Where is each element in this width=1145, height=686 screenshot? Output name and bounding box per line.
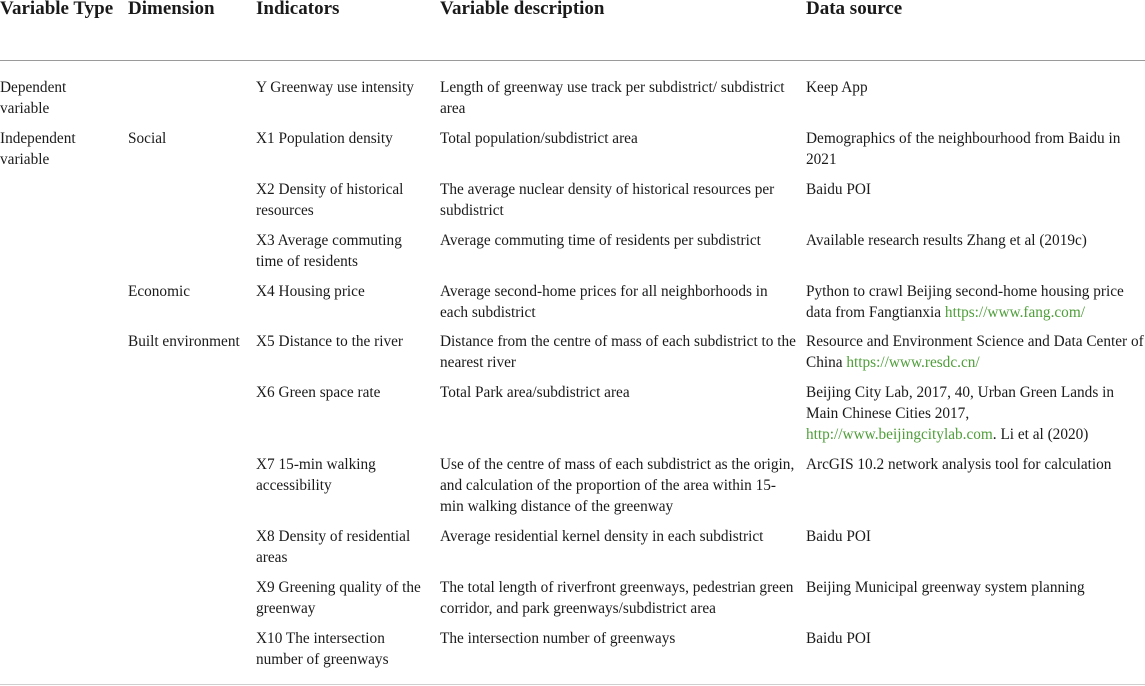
cell-description: Length of greenway use track per subdistrict/ subdistrict area — [440, 79, 785, 117]
source-text: Baidu POI — [806, 181, 872, 198]
cell-indicator: X7 15-min walking accessibility — [256, 456, 376, 494]
cell-dimension: Social — [128, 130, 167, 147]
cell-description: Total population/subdistrict area — [440, 130, 638, 147]
source-text: Baidu POI — [806, 528, 872, 545]
cell-indicator: X10 The intersection number of greenways — [256, 630, 389, 668]
source-link[interactable]: https://www.resdc.cn/ — [846, 354, 980, 371]
cell-indicator: X6 Green space rate — [256, 384, 381, 401]
cell-description: The average nuclear density of historical resources per subdistrict — [440, 181, 775, 219]
source-link[interactable]: http://www.beijingcitylab.com — [806, 426, 993, 443]
cell-source — [806, 230, 1145, 251]
table-header — [0, 0, 1145, 61]
header-variable-description: Variable description — [440, 0, 605, 19]
header-dimension: Dimension — [128, 0, 215, 19]
source-text: Demographics of the neighbourhood from Baidu in 2021 — [806, 130, 1121, 168]
cell-variable-type: Dependent variable — [0, 79, 67, 117]
cell-description: Use of the centre of mass of each subdistrict as the origin, and calculation of the proportion of the area within 15-min walking distance of the greenway — [440, 456, 795, 515]
header-data-source: Data source — [806, 0, 903, 19]
source-link[interactable]: https://www.fang.com/ — [944, 304, 1085, 321]
cell-description: The total length of riverfront greenways, pedestrian green corridor, and park greenways/subdistrict area — [440, 579, 794, 617]
cell-indicator: X5 Distance to the river — [256, 333, 403, 350]
cell-source — [806, 526, 1145, 547]
cell-source — [806, 628, 1145, 649]
source-text: Beijing Municipal greenway system planning — [806, 579, 1085, 596]
cell-description: Distance from the centre of mass of each subdistrict to the nearest river — [440, 333, 796, 371]
cell-description: Average commuting time of residents per subdistrict — [440, 232, 761, 249]
cell-indicator: X1 Population density — [256, 130, 393, 147]
header-variable-type: Variable Type — [0, 0, 114, 19]
cell-description: The intersection number of greenways — [440, 630, 676, 647]
source-text: Resource and Environment Science and Data Center of China — [806, 333, 1144, 371]
cell-description: Average residential kernel density in each subdistrict — [440, 528, 764, 545]
cell-dimension: Built environment — [128, 333, 240, 350]
cell-source — [806, 128, 1145, 170]
cell-description: Total Park area/subdistrict area — [440, 384, 630, 401]
cell-indicator: X9 Greening quality of the greenway — [256, 579, 421, 617]
cell-source — [806, 281, 1145, 323]
source-text: Python to crawl Beijing second-home housing price data from Fangtianxia — [806, 283, 1124, 321]
cell-source — [806, 179, 1145, 200]
cell-dimension: Economic — [128, 283, 191, 300]
cell-source — [806, 382, 1145, 445]
source-text: Beijing City Lab, 2017, 40, Urban Green Lands in Main Chinese Cities 2017, — [806, 384, 1115, 422]
source-text: Available research results Zhang et al (2019c) — [806, 232, 1087, 249]
cell-indicator: X3 Average commuting time of residents — [256, 232, 402, 270]
cell-indicator: X4 Housing price — [256, 283, 365, 300]
table-bottom-rule — [0, 684, 1145, 685]
cell-variable-type: Independent variable — [0, 130, 76, 168]
header-indicators: Indicators — [256, 0, 340, 19]
source-text: Keep App — [806, 79, 868, 96]
cell-source — [806, 577, 1145, 598]
cell-indicator: X2 Density of historical resources — [256, 181, 404, 219]
cell-indicator: X8 Density of residential areas — [256, 528, 411, 566]
cell-indicator: Y Greenway use intensity — [256, 79, 414, 96]
source-text: Baidu POI — [806, 630, 872, 647]
cell-source — [806, 77, 1145, 98]
source-text: ArcGIS 10.2 network analysis tool for calculation — [806, 456, 1112, 473]
cell-source — [806, 331, 1145, 373]
source-suffix: . Li et al (2020) — [992, 426, 1089, 443]
cell-source — [806, 454, 1145, 475]
cell-description: Average second-home prices for all neighborhoods in each subdistrict — [440, 283, 768, 321]
